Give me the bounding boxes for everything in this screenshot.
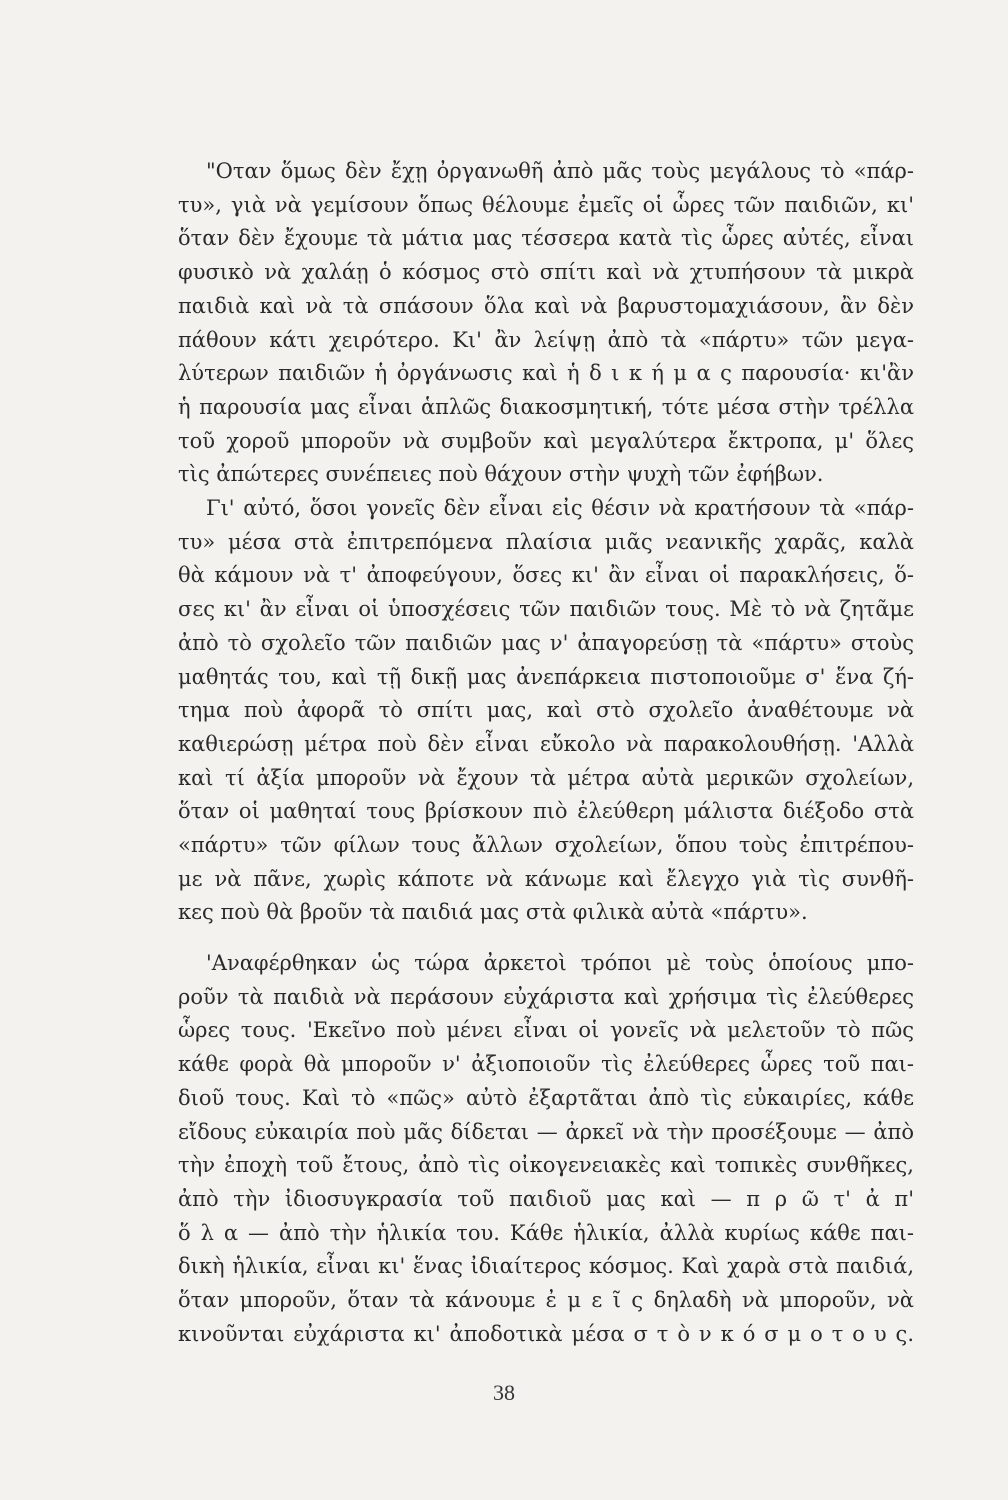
- text-line: ὅ λ α — ἀπὸ τὴν ἡλικία του. Κάθε ἡλικία, ἀλλὰ κυρίως κάθε παι-: [178, 1220, 914, 1245]
- text-line: «πάρτυ» τῶν φίλων τους ἄλλων σχολείων, ὅπου τοὺς ἐπιτρέπου-: [178, 833, 914, 858]
- text-line: κινοῦνται εὐχάριστα κι' ἀποδοτικὰ μέσα σ τ ὸ ν κ ό σ μ ο τ ο υ ς.: [178, 1321, 914, 1346]
- paragraph-1: [178, 155, 914, 492]
- text-line: "Οταν ὅμως δὲν ἔχῃ ὀργανωθῆ ἀπὸ μᾶς τοὺς μεγάλους τὸ «πάρ-: [206, 159, 914, 183]
- paragraph-2: [178, 492, 914, 930]
- text-line: ἡ παρουσία μας εἶναι ἁπλῶς διακοσμητική, τότε μέσα στὴν τρέλλα: [178, 394, 914, 419]
- text-line: με νὰ πᾶνε, χωρὶς κάποτε νὰ κάνωμε καὶ ἔλεγχο γιὰ τὶς συνθῆ-: [178, 866, 914, 891]
- text-line: θὰ κάμουν νὰ τ' ἀποφεύγουν, ὅσες κι' ἂν εἶναι οἱ παρακλήσεις, ὅ-: [178, 563, 914, 588]
- text-line: ἀπὸ τὴν ἰδιοσυγκρασία τοῦ παιδιοῦ μας καὶ — π ρ ῶ τ' ἀ π': [178, 1186, 914, 1211]
- text-line: κάθε φορὰ θὰ μποροῦν ν' ἀξιοποιοῦν τὶς ἐλεύθερες ὧρες τοῦ παι-: [178, 1052, 914, 1077]
- text-line: τὴν ἐποχὴ τοῦ ἔτους, ἀπὸ τὶς οἰκογενειακὲς καὶ τοπικὲς συνθῆκες,: [178, 1153, 914, 1178]
- text-line: ὅταν οἱ μαθηταί τους βρίσκουν πιὸ ἐλεύθερη μάλιστα διέξοδο στὰ: [178, 799, 914, 824]
- text-line: Γι' αὐτό, ὅσοι γονεῖς δὲν εἶναι εἰς θέσιν νὰ κρατήσουν τὰ «πάρ-: [206, 496, 914, 521]
- text-line: ὅταν δὲν ἔχουμε τὰ μάτια μας τέσσερα κατὰ τὶς ὧρες αὐτές, εἶναι: [178, 226, 914, 251]
- text-line: τημα ποὺ ἀφορᾶ τὸ σπίτι μας, καὶ στὸ σχολεῖο ἀναθέτουμε νὰ: [178, 698, 914, 723]
- text-line: ὅταν μποροῦν, ὅταν τὰ κάνουμε ἐ μ ε ῖ ς δηλαδὴ νὰ μποροῦν, νὰ: [178, 1288, 914, 1313]
- page-number: 38: [493, 1380, 515, 1405]
- text-block-lower: [178, 947, 914, 1351]
- text-line: ἀπὸ τὸ σχολεῖο τῶν παιδιῶν μας ν' ἀπαγορεύσῃ τὰ «πάρτυ» στοὺς: [178, 630, 914, 655]
- text-line: λύτερων παιδιῶν ἡ ὀργάνωσις καὶ ἡ δ ι κ ή μ α ς παρουσία· κι'ἂν: [178, 361, 914, 386]
- text-line: διοῦ τους. Καὶ τὸ «πῶς» αὐτὸ ἐξαρτᾶται ἀπὸ τὶς εὐκαιρίες, κάθε: [178, 1085, 914, 1110]
- text-line: 'Αναφέρθηκαν ὡς τώρα ἀρκετοὶ τρόποι μὲ τοὺς ὁποίους μπο-: [206, 951, 914, 975]
- text-line: τυ», γιὰ νὰ γεμίσουν ὅπως θέλουμε ἐμεῖς οἱ ὧρες τῶν παιδιῶν, κι': [178, 192, 914, 217]
- text-line: μαθητάς του, καὶ τῇ δικῇ μας ἀνεπάρκεια πιστοποιοῦμε σ' ἕνα ζή-: [178, 664, 914, 689]
- text-block-upper: [178, 155, 914, 930]
- text-line: καθιερώσῃ μέτρα ποὺ δὲν εἶναι εὔκολο νὰ παρακολουθήσῃ. 'Αλλὰ: [178, 731, 914, 756]
- text-line: πάθουν κάτι χειρότερο. Κι' ἂν λείψῃ ἀπὸ τὰ «πάρτυ» τῶν μεγα-: [178, 327, 914, 352]
- text-line: καὶ τί ἀξία μποροῦν νὰ ἔχουν τὰ μέτρα αὐτὰ μερικῶν σχολείων,: [178, 765, 914, 790]
- text-line: κες ποὺ θὰ βροῦν τὰ παιδιά μας στὰ φιλικὰ αὐτὰ «πάρτυ».: [178, 900, 808, 925]
- text-line: δικὴ ἡλικία, εἶναι κι' ἕνας ἰδιαίτερος κόσμος. Καὶ χαρὰ στὰ παιδιά,: [178, 1254, 914, 1279]
- paragraph-3: [178, 947, 914, 1351]
- text-line: τοῦ χοροῦ μποροῦν νὰ συμβοῦν καὶ μεγαλύτερα ἔκτροπα, μ' ὅλες: [178, 428, 914, 453]
- text-line: εἴδους εὐκαιρία ποὺ μᾶς δίδεται — ἀρκεῖ νὰ τὴν προσέξουμε — ἀπὸ: [178, 1119, 914, 1144]
- text-line: παιδιὰ καὶ νὰ τὰ σπάσουν ὅλα καὶ νὰ βαρυστομαχιάσουν, ἂν δὲν: [178, 293, 914, 318]
- text-line: ροῦν τὰ παιδιὰ νὰ περάσουν εὐχάριστα καὶ χρήσιμα τὶς ἐλεύθερες: [178, 984, 914, 1009]
- text-line: σες κι' ἂν εἶναι οἱ ὑποσχέσεις τῶν παιδιῶν τους. Μὲ τὸ νὰ ζητᾶμε: [178, 597, 914, 622]
- text-line: φυσικὸ νὰ χαλάῃ ὁ κόσμος στὸ σπίτι καὶ νὰ χτυπήσουν τὰ μικρὰ: [178, 260, 914, 285]
- text-line: τὶς ἀπώτερες συνέπειες ποὺ θάχουν στὴν ψυχὴ τῶν ἐφήβων.: [178, 462, 824, 487]
- text-line: ὧρες τους. 'Εκεῖνο ποὺ μένει εἶναι οἱ γονεῖς νὰ μελετοῦν τὸ πῶς: [178, 1018, 914, 1043]
- text-line: τυ» μέσα στὰ ἐπιτρεπόμενα πλαίσια μιᾶς νεανικῆς χαρᾶς, καλὰ: [178, 529, 914, 554]
